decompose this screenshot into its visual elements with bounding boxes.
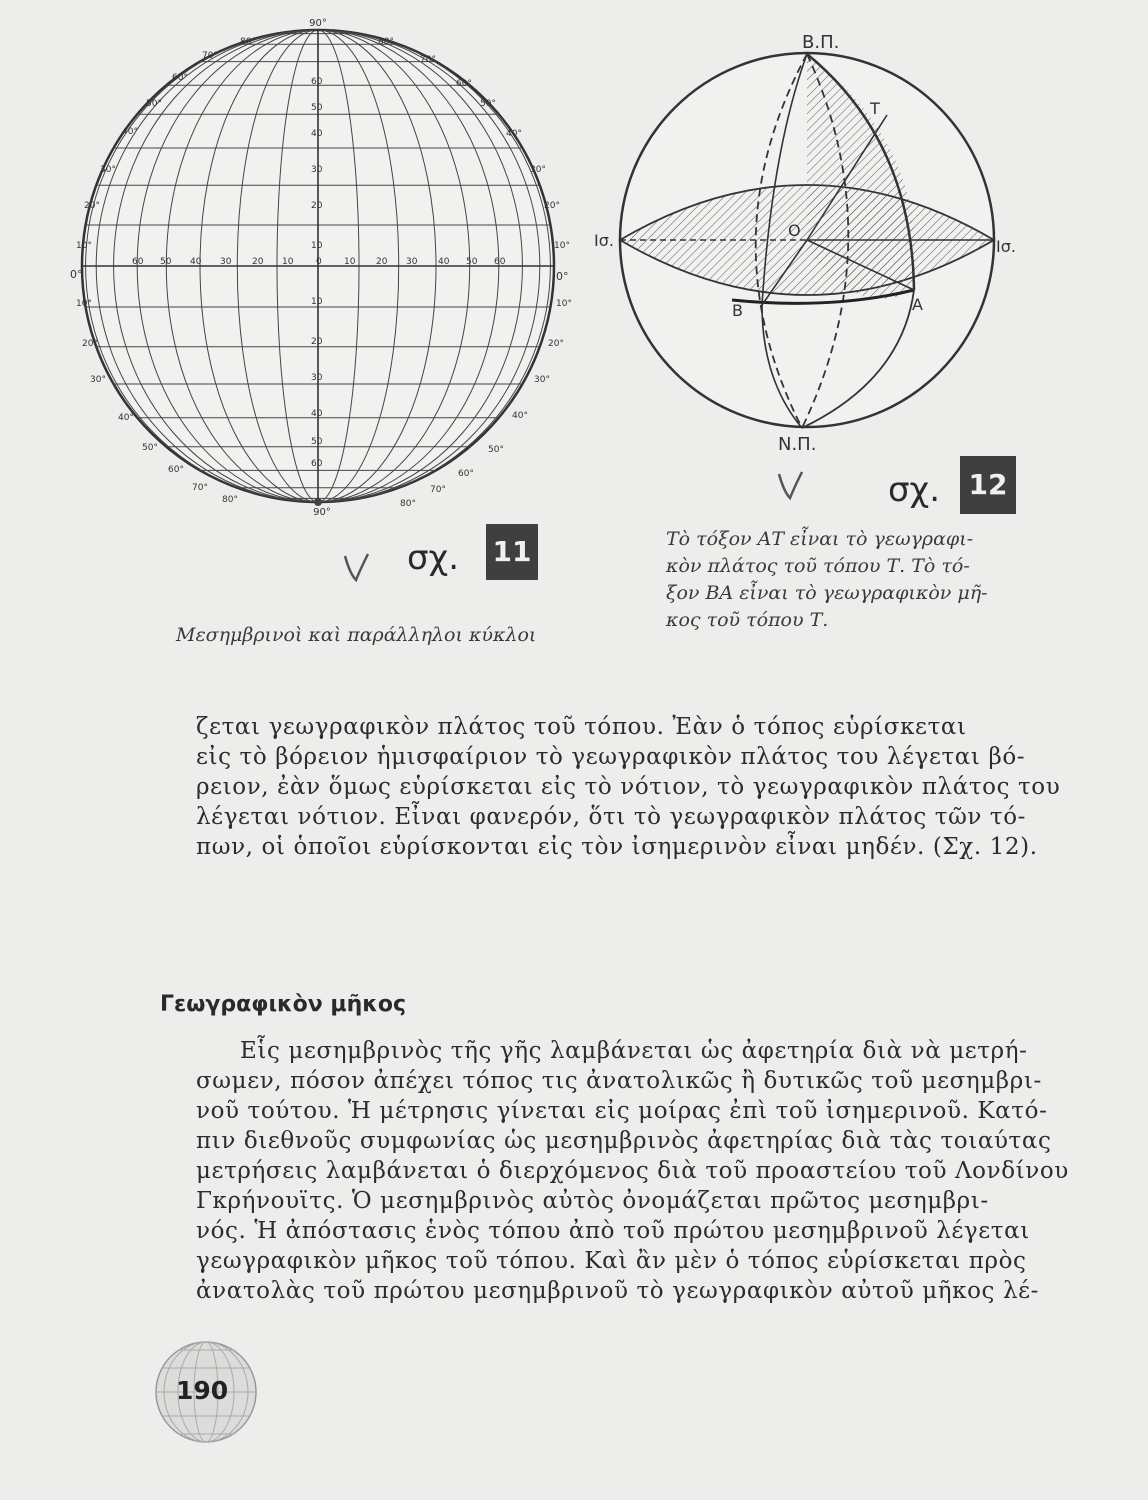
svg-text:10°: 10°: [76, 299, 92, 309]
text-line: πων, οἱ ὁποῖοι εὑρίσκονται εἰς τὸν ἰσημερινὸν εἶναι μηδέν. (Σχ. 12).: [196, 834, 1038, 860]
svg-text:60°: 60°: [168, 465, 184, 475]
svg-text:50: 50: [311, 437, 323, 447]
svg-text:20°: 20°: [544, 201, 560, 211]
text-line: Γκρήνουϊτς. Ὁ μεσημβρινὸς αὐτὸς ὀνομάζεται πρῶτος μεσημβρι-: [196, 1188, 989, 1214]
text-line: ρειον, ἐὰν ὅμως εὑρίσκεται εἰς τὸ νότιον, τὸ γεωγραφικὸν πλάτος του: [196, 774, 1061, 800]
svg-text:30°: 30°: [90, 375, 106, 385]
svg-text:10°: 10°: [556, 299, 572, 309]
svg-text:50: 50: [311, 103, 323, 113]
text-line: νοῦ τούτου. Ἡ μέτρησις γίνεται εἰς μοίρας ἐπὶ τοῦ ἰσημερινοῦ. Κατό-: [196, 1098, 1048, 1124]
text-line: σωμεν, πόσον ἀπέχει τόπος τις ἀνατολικῶς ἢ δυτικῶς τοῦ μεσημβρι-: [196, 1068, 1042, 1094]
svg-text:30°: 30°: [534, 375, 550, 385]
svg-text:70°: 70°: [202, 51, 218, 61]
svg-text:80°: 80°: [240, 37, 256, 47]
paragraph-longitude: [196, 1036, 1069, 1306]
svg-text:80°: 80°: [222, 495, 238, 505]
svg-text:10: 10: [282, 257, 294, 267]
text-line: λέγεται νότιον. Εἶναι φανερόν, ὅτι τὸ γεωγραφικὸν πλάτος τῶν τό-: [196, 804, 1027, 830]
svg-text:80°: 80°: [378, 37, 394, 47]
svg-text:40: 40: [311, 129, 323, 139]
svg-text:70°: 70°: [192, 483, 208, 493]
text-line: ζεται γεωγραφικὸν πλάτος τοῦ τόπου. Ἐὰν ὁ τόπος εὑρίσκεται: [196, 714, 967, 740]
svg-text:30°: 30°: [100, 165, 116, 175]
svg-text:30: 30: [311, 373, 323, 383]
text-line: πιν διεθνοῦς συμφωνίας ὡς μεσημβρινὸς ἀφετηρίας διὰ τὰς τοιαύτας: [196, 1128, 1052, 1154]
svg-text:80°: 80°: [400, 499, 416, 509]
south-pole-label: Ν.Π.: [778, 434, 817, 455]
svg-text:60: 60: [311, 77, 323, 87]
point-o-label: Ο: [788, 221, 801, 240]
paragraph-latitude: [196, 712, 1061, 862]
svg-text:30: 30: [220, 257, 232, 267]
svg-text:70°: 70°: [430, 485, 446, 495]
svg-text:0°: 0°: [70, 268, 83, 281]
svg-text:20°: 20°: [82, 339, 98, 349]
figure-12-sphere: [594, 20, 1042, 460]
point-b-label: Β: [732, 301, 743, 320]
svg-text:40°: 40°: [122, 127, 138, 137]
svg-text:60: 60: [311, 459, 323, 469]
fig12-number-badge: 12: [960, 456, 1016, 514]
svg-text:50°: 50°: [146, 99, 162, 109]
equator-left-label: Ισ.: [594, 231, 614, 250]
svg-text:20: 20: [311, 201, 323, 211]
figure-11-globe: [60, 10, 600, 530]
svg-text:60: 60: [494, 257, 506, 267]
svg-text:10°: 10°: [76, 241, 92, 251]
point-a-label: Α: [912, 295, 923, 314]
svg-text:0°: 0°: [556, 270, 569, 283]
checkmark-icon: [776, 470, 806, 502]
svg-text:20°: 20°: [548, 339, 564, 349]
fig11-north-pole-label: 90°: [309, 18, 327, 29]
fig12-caption: Τὸ τόξον ΑΤ εἶναι τὸ γεωγραφι- κὸν πλάτος τοῦ τόπου Τ. Τὸ τό- ξον ΒΑ εἶναι τὸ γεωγραφικὸν μῆ- κος τοῦ τόπου Τ.: [666, 528, 988, 631]
section-heading: Γεωγραφικὸν μῆκος: [160, 992, 407, 1017]
text-line: νός. Ἡ ἀπόστασις ἑνὸς τόπου ἀπὸ τοῦ πρώτου μεσημβρινοῦ λέγεται: [196, 1218, 1030, 1244]
text-line: γεωγραφικὸν μῆκος τοῦ τόπου. Καὶ ἂν μὲν ὁ τόπος εὑρίσκεται πρὸς: [196, 1248, 1027, 1274]
svg-text:20: 20: [376, 257, 388, 267]
fig11-south-pole-label: 90°: [313, 507, 331, 518]
fig11-number-badge: 11: [486, 524, 538, 580]
svg-text:30°: 30°: [530, 165, 546, 175]
equator-right-label: Ισ.: [996, 237, 1016, 256]
svg-text:10°: 10°: [554, 241, 570, 251]
svg-text:60°: 60°: [458, 469, 474, 479]
svg-text:10: 10: [311, 241, 323, 251]
svg-text:40: 40: [438, 257, 450, 267]
svg-text:50: 50: [160, 257, 172, 267]
svg-text:30: 30: [406, 257, 418, 267]
svg-text:10: 10: [344, 257, 356, 267]
north-pole-label: Β.Π.: [802, 32, 840, 53]
text-line: μετρήσεις λαμβάνεται ὁ διερχόμενος διὰ τοῦ προαστείου τοῦ Λονδίνου: [196, 1158, 1069, 1184]
text-line: εἰς τὸ βόρειον ἡμισφαίριον τὸ γεωγραφικὸν πλάτος του λέγεται βό-: [196, 744, 1026, 770]
svg-text:10: 10: [311, 297, 323, 307]
fig11-label: σχ.: [407, 538, 459, 578]
svg-text:40°: 40°: [118, 413, 134, 423]
svg-text:70°: 70°: [420, 55, 436, 65]
checkmark-icon: [342, 552, 372, 584]
text-line: Εἷς μεσημβρινὸς τῆς γῆς λαμβάνεται ὡς ἀφετηρία διὰ νὰ μετρή-: [240, 1038, 1028, 1064]
svg-text:20°: 20°: [84, 201, 100, 211]
svg-text:50: 50: [466, 257, 478, 267]
svg-text:60°: 60°: [172, 73, 188, 83]
fig11-caption: Μεσημβρινοὶ καὶ παράλληλοι κύκλοι: [176, 624, 537, 646]
svg-text:20: 20: [252, 257, 264, 267]
svg-text:50°: 50°: [488, 445, 504, 455]
svg-text:50°: 50°: [480, 99, 496, 109]
point-t-label: Τ: [870, 99, 880, 118]
fig12-label: σχ.: [888, 470, 940, 510]
svg-text:50°: 50°: [142, 443, 158, 453]
svg-text:40°: 40°: [506, 129, 522, 139]
svg-text:0: 0: [316, 257, 322, 267]
svg-text:40°: 40°: [512, 411, 528, 421]
svg-text:40: 40: [311, 409, 323, 419]
text-line: ἀνατολὰς τοῦ πρώτου μεσημβρινοῦ τὸ γεωγραφικὸν αὐτοῦ μῆκος λέ-: [196, 1278, 1040, 1304]
svg-text:20: 20: [311, 337, 323, 347]
svg-text:60°: 60°: [456, 79, 472, 89]
page-number: 190: [176, 1376, 229, 1405]
svg-text:60: 60: [132, 257, 144, 267]
svg-text:30: 30: [311, 165, 323, 175]
svg-text:40: 40: [190, 257, 202, 267]
